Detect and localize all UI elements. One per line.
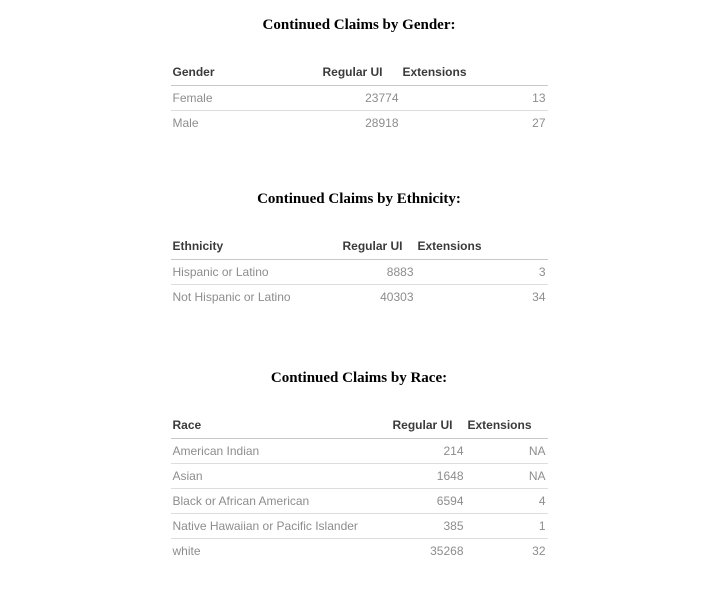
regular-ui-cell: 40303 [380, 289, 414, 304]
regular-ui-cell: 1648 [391, 463, 466, 488]
extensions-cell: NA [466, 438, 548, 463]
row-label-cell: Asian [171, 463, 391, 488]
extensions-cell: 34 [532, 289, 546, 304]
section-ethnicity [0, 192, 718, 309]
table-row [171, 513, 548, 538]
table-row [171, 488, 548, 513]
row-label-cell: American Indian [171, 438, 391, 463]
section-race [0, 371, 718, 563]
regular-ui-cell: 214 [391, 438, 466, 463]
section-title-ethnicity: Continued Claims by Ethnicity: [257, 191, 461, 207]
row-label-cell: Native Hawaiian or Pacific Islander [171, 513, 391, 538]
column-header-extensions: Extensions [416, 234, 548, 259]
column-header-ethnicity: Ethnicity [171, 234, 341, 259]
race-claims-table [171, 413, 548, 563]
column-header-extensions: Extensions [401, 60, 548, 85]
section-title-gender: Continued Claims by Gender: [262, 17, 456, 33]
table-row [171, 259, 548, 284]
regular-ui-cell: 8883 [341, 259, 416, 284]
table-header-row [171, 234, 548, 259]
table-row [171, 284, 548, 309]
extensions-cell: 32 [532, 543, 546, 558]
table-row [171, 438, 548, 463]
table-row [171, 463, 548, 488]
gender-claims-table [171, 60, 548, 135]
row-label-cell: Black or African American [171, 488, 391, 513]
regular-ui-cell: 35268 [430, 543, 464, 558]
column-header-race: Race [171, 413, 391, 438]
regular-ui-cell: 28918 [365, 115, 399, 130]
ethnicity-claims-table [171, 234, 548, 309]
table-header-row [171, 60, 548, 85]
regular-ui-cell: 23774 [321, 85, 401, 110]
row-label-cell: Male [172, 115, 199, 130]
row-label-cell: Not Hispanic or Latino [172, 289, 291, 304]
row-label-cell: Hispanic or Latino [171, 259, 341, 284]
row-label-cell: white [172, 543, 201, 558]
row-label-cell: Female [171, 85, 321, 110]
column-header-extensions: Extensions [466, 413, 548, 438]
table-row [171, 538, 548, 563]
column-header-regular-ui: Regular UI [321, 60, 401, 85]
extensions-cell: 4 [466, 488, 548, 513]
extensions-cell: 3 [416, 259, 548, 284]
column-header-regular-ui: Regular UI [341, 234, 416, 259]
section-title-race: Continued Claims by Race: [270, 370, 448, 386]
section-gender [0, 18, 718, 135]
regular-ui-cell: 6594 [391, 488, 466, 513]
regular-ui-cell: 385 [391, 513, 466, 538]
extensions-cell: 27 [532, 115, 546, 130]
extensions-cell: 13 [401, 85, 548, 110]
extensions-cell: NA [466, 463, 548, 488]
table-header-row [171, 413, 548, 438]
column-header-regular-ui: Regular UI [391, 413, 466, 438]
table-row [171, 85, 548, 110]
extensions-cell: 1 [466, 513, 548, 538]
column-header-gender: Gender [171, 60, 321, 85]
table-row [171, 110, 548, 135]
